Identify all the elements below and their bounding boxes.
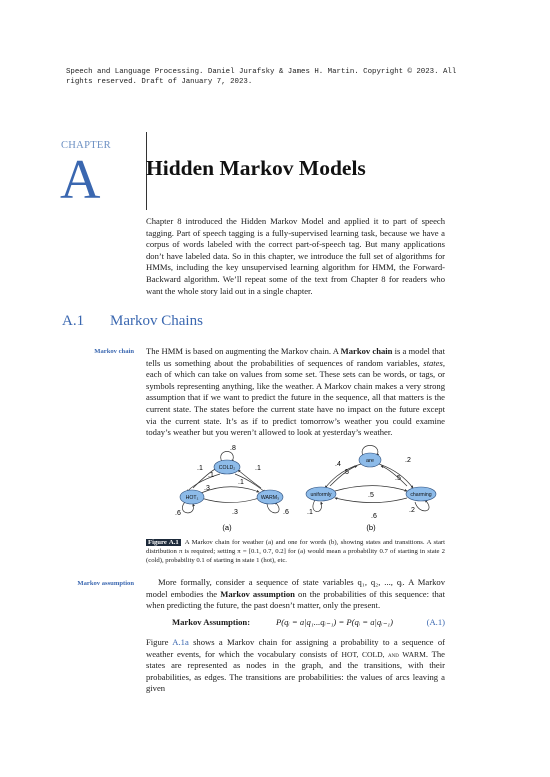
equation-number: (A.1): [426, 617, 445, 627]
edge-label-b-5: .5: [368, 492, 374, 499]
panel-b-word-chain: [306, 446, 436, 533]
intro-paragraph: Chapter 8 introduced the Hidden Markov Model and applied it to part of speech tagging. Part of speech tagging is a fully-supervised learning task, because we have a corpus of words labeled with the correct part-of-speech tag. But many applications don’t have labeled data. So in this chapter, we introduce the full set of algorithms for HMMs, including the key unsupervised learning algorithm for HMM, the Forward-Backward algorithm. We’ll repeat some of the text from Chapter 8 for readers who want the whole story laid out in a single chapter.: [146, 216, 445, 296]
margin-note-markov-assumption: Markov assumption: [77, 580, 134, 587]
section-number: A.1: [62, 313, 85, 329]
p1-text-c: , each of which can take on values from some set. These sets can be words, or tags, or symbols representing anything, like the weather. A Markov chain makes a very strong assumption that if we want to predict the future in the sequence, all that matters is the current state. The states before the current state have no impact on the future except via the current state. It’s as if to predict tomorrow’s weather you could examine today’s weather but you weren’t allowed to look at yesterday’s weather.: [146, 357, 445, 438]
p3-text-b: shows a Markov chain for assigning a probability to a sequence of weather events, for which the vocabulary consists of: [146, 637, 445, 659]
node-uniformly-label: uniformly: [310, 492, 332, 498]
edge-label-a-9: .6: [283, 509, 289, 516]
section-heading: [62, 313, 203, 330]
p1-term-markov-chain: Markov chain: [340, 346, 393, 356]
running-header: [66, 67, 486, 87]
edge-label-b-1: .4: [335, 461, 341, 468]
p2-text-a: More formally, consider a sequence of state variables q₁, q₂, ..., qᵢ. A Markov model embodies the: [146, 577, 445, 599]
panel-a-weather-chain: [175, 445, 289, 532]
p3-text-a: Figure: [146, 637, 173, 647]
figure-diagram: [175, 440, 440, 533]
node-cold-label: COLD₂: [218, 465, 236, 471]
edge-warm-hot: [201, 498, 259, 503]
p3-text-c: . The states are represented as nodes in the graph, and the transitions, with their probabilities, as edges. The transitions are probabilities: the values of arcs leaving a given: [146, 648, 445, 694]
p2-text-b: on the probabilities of this sequence: that when predicting the future, the past doesn’t matter, only the present.: [146, 588, 445, 611]
edge-label-b-7: .2: [409, 507, 415, 514]
edge-label-b-2: .2: [405, 457, 411, 464]
edge-label-a-8: .3: [232, 509, 238, 516]
edge-label-a-6: .1: [238, 479, 244, 486]
figure-caption: [146, 538, 445, 565]
node-are-label: are: [365, 458, 375, 464]
edge-label-a-7: .6: [175, 510, 181, 517]
edge-uniformly-charming: [335, 486, 407, 491]
p1-text-b: is a model that tells us something about the probabilities of sequences of random variables,: [146, 346, 445, 368]
p1-text-a: The HMM is based on augmenting the Markov chain. A: [146, 346, 341, 356]
figure-caption-label: Figure A.1: [148, 539, 179, 546]
loop-uniformly: [313, 500, 322, 512]
equation-formula: P(qᵢ = a|q₁...qᵢ₋₁) = P(qᵢ = a|qᵢ₋₁): [276, 617, 393, 627]
margin-note-markov-chain: Markov chain: [94, 348, 134, 355]
edge-label-a-4: .1: [255, 465, 261, 472]
edge-label-b-6: .1: [307, 509, 313, 516]
header-line-1: Speech and Language Processing. Daniel Jurafsky & James H. Martin. Copyright © 2023. All: [66, 68, 457, 76]
edge-label-b-3: .5: [343, 469, 349, 476]
panel-a-label: (a): [222, 523, 232, 532]
edge-label-a-3: .1: [208, 472, 214, 479]
section-title: Markov Chains: [110, 313, 203, 329]
chapter-title: Hidden Markov Models: [146, 156, 366, 180]
chapter-letter: A: [60, 149, 101, 211]
edge-label-a-1: .8: [230, 445, 236, 452]
paragraph-markov-chain: [146, 346, 445, 439]
edge-label-b-8: .6: [371, 513, 377, 520]
panel-b-label: (b): [366, 523, 376, 532]
header-line-2: rights reserved. Draft of January 7, 2023.: [66, 78, 253, 86]
edge-charming-are: [381, 466, 407, 486]
paragraph-markov-assumption: [146, 577, 445, 612]
figure-markov-chains: [175, 440, 440, 533]
edge-label-b-4: .5: [395, 475, 401, 482]
p1-term-states: states: [423, 357, 443, 368]
paragraph-weather-chain: [146, 637, 445, 695]
edge-label-a-2: .1: [197, 465, 203, 472]
p2-term-markov-assumption: Markov assumption: [220, 588, 295, 599]
p3-figure-link[interactable]: A.1a: [172, 637, 189, 647]
loop-charming: [415, 500, 429, 511]
edge-are-uniformly: [325, 464, 361, 488]
node-warm-label: WARM₃: [260, 495, 280, 501]
equation-label: Markov Assumption:: [172, 617, 251, 627]
figure-caption-text: A Markov chain for weather (a) and one for words (b), showing states and transitions. A start distribution π is required; setting π = [0.1, 0.7, 0.2] for (a) would mean a probability 0.7 of starting in state 2 (cold), probability 0.1 of starting in state 1 (hot), etc.: [146, 539, 446, 564]
node-charming-label: charming: [410, 492, 432, 498]
node-hot-label: HOT₁: [185, 495, 199, 501]
p3-vocabulary: HOT, COLD, and WARM: [341, 649, 426, 659]
chapter-word: CHAPTER: [61, 140, 111, 151]
edge-label-a-5: .3: [204, 485, 210, 492]
